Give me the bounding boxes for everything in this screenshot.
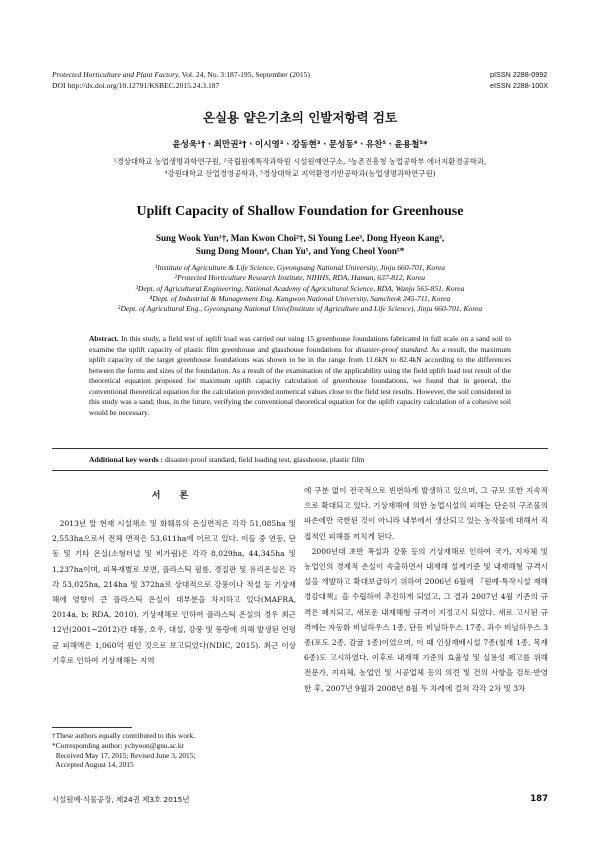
page-number: 187 [530,794,548,804]
footnote-accepted: Accepted August 14, 2015 [52,760,134,770]
korean-affiliation-2: ⁴강원대학교 산업경영공학과, ⁵경상대학교 지역환경기반공학과(농업생명과학연구원) [164,169,436,178]
english-affiliation-5: ⁵Dept. of Agricultural Eng., Gyeongsang National Univ(Institute of Agriculture and Life Science), Jinju 660-701, Korea [117,304,483,314]
footnotes [52,731,296,770]
right-paragraph-1: 에 구분 없이 전국적으로 빈번하게 발생하고 있으며, 그 규모 또한 지속적으로 확대되고 있다. 기상재해에 의한 농업시설의 피해는 단순히 구조물의 파손에만 국한된 것이 아니라 내부에서 생산되고 있는 농작물에 대해서 직접적인 피해를 끼치게 된다. [304,486,548,541]
section-title: 서 론 [151,491,197,501]
page-footer [52,794,548,805]
footnote-equal-contribution: †These authors equally contributed to this work. [52,731,196,740]
footnote-corresponding: *Corresponding author: ychyoon@gnu.ac.kr [52,740,185,750]
doi[interactable]: DOI http://dx.doi.org/10.12791/KSBEC.2015.24.3.187 [52,80,220,90]
right-column [304,483,548,696]
abstract [89,334,511,418]
english-affiliation-2: ²Protected Horticulture Research Institute, NIHHS, RDA, Haman, 637-812, Korea [174,273,426,283]
footer-journal: 시설원예·식물공장, 제24권 제3호 2015년 [52,795,190,804]
english-authors-line-1: Sung Wook Yun¹†, Man Kwon Choi²†, Si Young Lee³, Dong Hyeon Kang³, [155,233,445,243]
eissn: eISSN 2288-100X [490,80,548,90]
keywords [89,455,511,465]
english-affiliation-4: ⁴Dept. of Industrial & Management Eng. Kangwon National University, Samcheok 245-711, Korea [149,293,451,303]
left-column [52,486,296,668]
right-paragraph-2: 2000년대 초반 폭설과 강풍 등의 기상재해로 인하여 국가, 지자체 및 농업인의 경제적 손실이 속출하면서 내재해 설계기준 및 내재해형 규격시설을 개발하고 확대보급하기 위하여 2006년 6월에 『원예·특작시설 재해경감대책』을 수립하여 추진하게 되었고, 그 결과 2007년 4월 기존의 규격은 폐지되고, 새로운 내재해형 규격이 지정고시 되었다. 새로 고시된 규격에는 자동화 비닐하우스 1종, 단동 비닐하우스 17종, 과수 비닐하우스 3종(포도 2종, 감귤 1종)이었으며, 이 때 인삼재배시설 7종(철재 1종, 목재 6종)도 고시하였다. 이후로 내재해 기준의 효율성 및 실용성 제고를 위해 전문가, 지자체, 농업인 및 시공업체 등의 의견 및 건의 사항을 검토·반영한 후, 2007년 9월과 2008년 8월 두 차례에 걸쳐 각각 2차 및 3차 [304,546,548,693]
english-title: Uplift Capacity of Shallow Foundation for Greenhouse [136,204,464,219]
abstract-label: Abstract. [89,334,119,343]
keywords-label: Additional key words : [89,455,164,464]
korean-affiliations [40,156,560,180]
english-affiliation-1: ¹Institute of Agriculture & Life Science, Gyeongsang National University, Jinju 660-701, Korea [154,263,446,272]
abstract-text-2: . As a result, the maximum uplift capacity of the target greenhouse foundations was shown to be in the range from 11.6kN to 82.4kN according to the differences between the forms and sizes of the foundation. As a result of the examination of the applicability using the field uplift load test result of the theoretical equation proposed for maximum uplift capacity calculation of greenhouse foundations, we found that in general, the conventional theoretical equation for the calculation provided numerical values close to the field test results. However, the soil considered in this study was a sand; thus, in the future, verifying the conventional theoretical equation for the uplift capacity calculation of a cohesive soil would be necessary. [89,344,512,417]
volume-info: Vol. 24, No. 3:187-195, September (2015) [179,70,310,79]
footnote-divider [52,727,132,728]
journal-name: Protected Horticulture and Plant Factory, [52,70,180,79]
pissn: pISSN 2288-0992 [490,70,548,79]
divider-bottom [52,470,548,471]
korean-affiliation-1: ¹경상대학교 농업생명과학연구원, ²국립원예특작과학원 시설원예연구소, ³농촌진흥청 농업공학부 에너지환경공학과, [113,157,487,166]
korean-authors: 윤성욱¹†ㆍ최만권²†ㆍ이시영³ㆍ강동현³ㆍ문성동⁴ㆍ유찬⁵ㆍ윤용철⁵* [172,140,428,150]
english-affiliation-3: ³Dept. of Agricultural Engineering, National Academy of Agricultural Science, RDA, Wanju 565-851, Korea [135,283,465,293]
abstract-italic: disaster-proof standard [355,344,427,354]
english-authors [70,232,530,258]
abstract-text-1: In this study, a field test of uplift load was carried out using 15 greenhouse foundations fabricated in full scale on a sand soil to examine the uplift capacity of plastic film greenhouse and glasshouse foundations for [89,334,511,354]
journal-citation [52,70,310,91]
divider-top [52,448,548,449]
footnote-received: Received May 17, 2015; Revised June 3, 2015; [52,750,196,760]
english-affiliations [40,263,560,314]
issn-block [490,70,548,91]
korean-title: 온실용 얕은기초의 인발저항력 검토 [202,110,398,125]
left-paragraph: 2013년 말 현재 시설채소 및 화훼류의 온실면적은 각각 51,085ha 및 2,553ha으로서 전체 면적은 53,611ha에 이르고 있다. 이들 중 연동, 단동 및 기타 온실(소형터널 및 비가림)은 각각 8,029ha, 44,345ha 및 1,237ha이며, 피복재별로 보면, 플라스틱 필름, 경질판 및 유리온실은 각각 53,025ha, 214ha 및 372ha로 상대적으로 강풍이나 적설 등 기상재해에 영향이 큰 플라스틱 온실이 대부분을 차지하고 있다(MAFRA, 2014a, b; RDA, 2010). 기상재해로 인하여 플라스틱 온실의 경우 최근 12년(2001~2012)간 태풍, 호우, 대설, 강풍 및 풍랑에 의해 발생된 연평균 피해액은 1,060억 원인 것으로 보고되었다(NDIC, 2015). 최근 이상기후로 인하여 기상재해는 지역 [52,519,296,665]
keywords-text: disaster-proof standard, field loading test, glasshouse, plastic film [163,455,365,464]
english-authors-line-2: Sung Dong Moon⁴, Chan Yu⁵, and Yong Cheol Yoon⁵* [195,246,405,256]
